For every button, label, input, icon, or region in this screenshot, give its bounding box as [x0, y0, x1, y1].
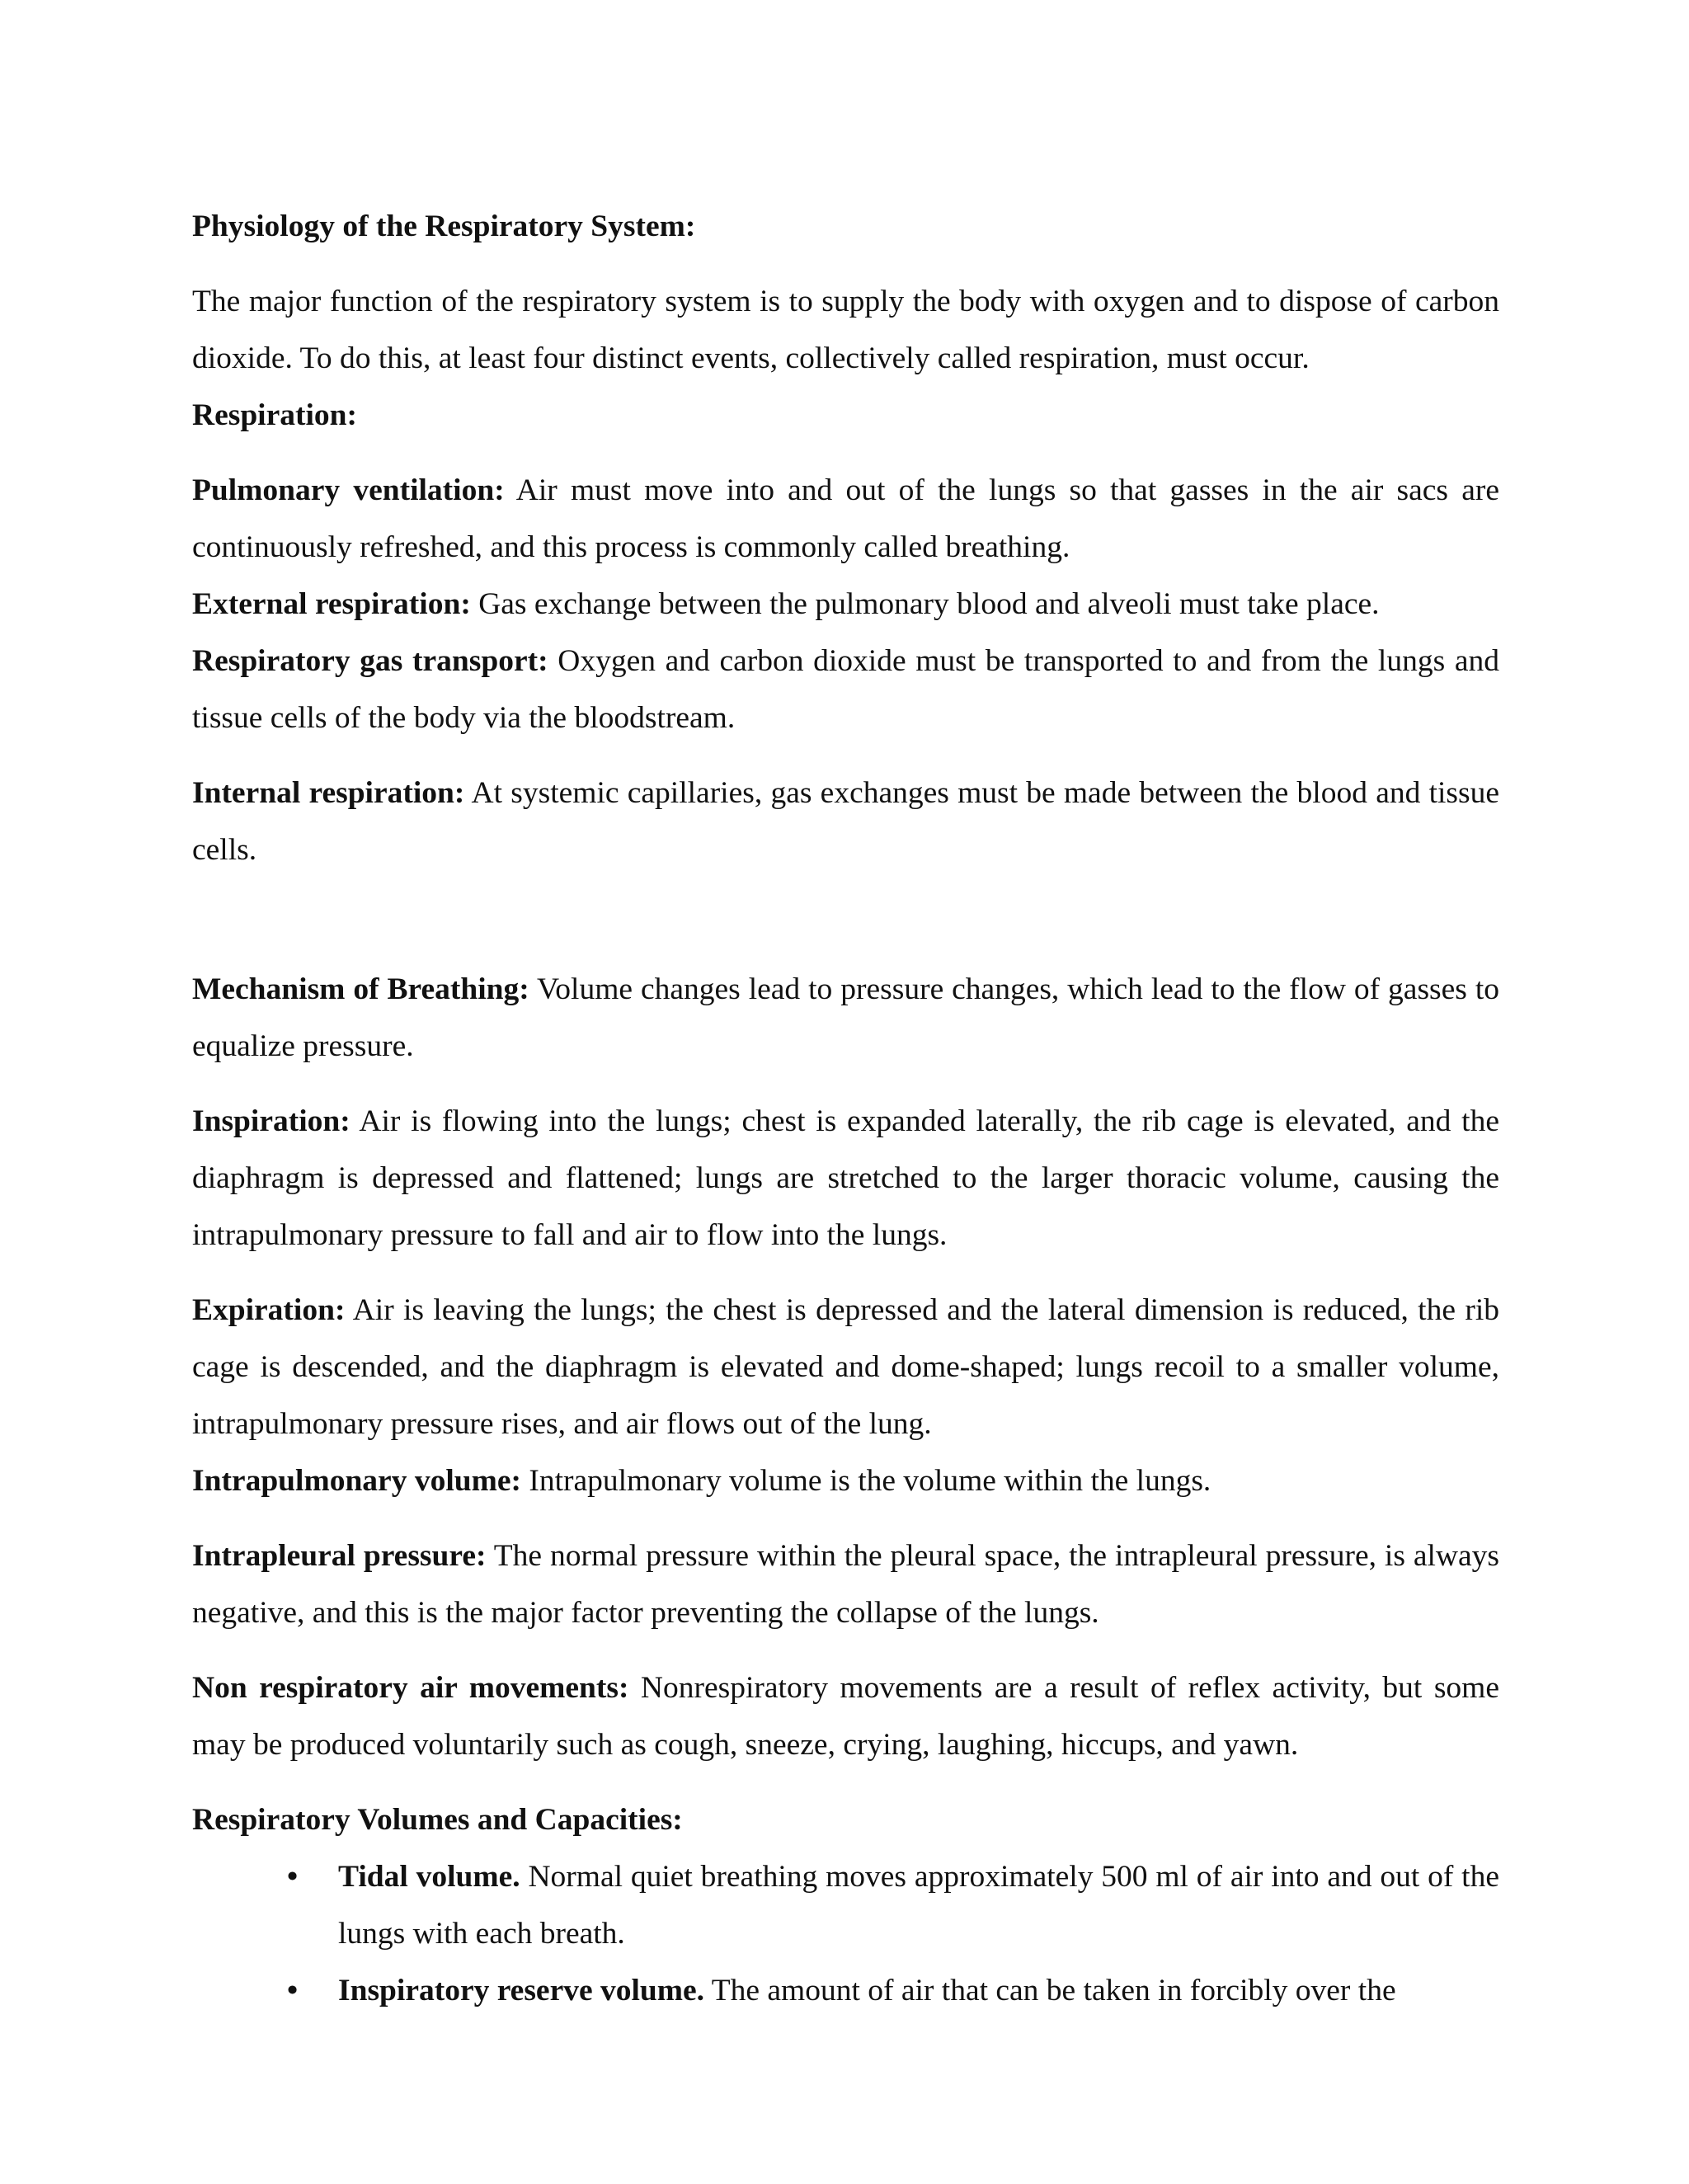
mechanism-term: Mechanism of Breathing: [192, 972, 529, 1006]
external-respiration-text: Gas exchange between the pulmonary blood and alveoli must take place. [470, 587, 1380, 621]
inspiration-paragraph [192, 1093, 1499, 1264]
page-title: Physiology of the Respiratory System: [192, 209, 696, 243]
intrapleural-text: The normal pressure within the pleural space, the intrapleural pressure, is always negative, and this is the major factor preventing the collapse of the lungs. [192, 1539, 1500, 1630]
expiration-text: Air is leaving the lungs; the chest is depressed and the lateral dimension is reduced, the rib cage is descended, and the diaphragm is elevated and dome-shaped; lungs recoil to a smaller volume, intrapulmonary pressure rises, and air flows out of the lung. [192, 1293, 1499, 1441]
respiration-heading: Respiration: [192, 398, 357, 432]
external-respiration-paragraph [192, 576, 1499, 633]
expiration-paragraph [192, 1282, 1499, 1452]
intrapulmonary-text: Intrapulmonary volume is the volume within the lungs. [520, 1464, 1211, 1498]
intrapulmonary-term: Intrapulmonary volume: [192, 1464, 521, 1498]
bullet-icon: • [287, 1860, 299, 1894]
internal-respiration-text: At systemic capillaries, gas exchanges must be made between the blood and tissue cells. [192, 776, 1500, 867]
list-item-text: Normal quiet breathing moves approximately 500 ml of air into and out of the lungs with each breath. [338, 1860, 1499, 1951]
bullet-icon: • [287, 1974, 299, 2007]
volumes-list [192, 1848, 1499, 2019]
internal-respiration-paragraph [192, 765, 1499, 878]
list-item [192, 1962, 1499, 2019]
inspiration-term: Inspiration: [192, 1104, 351, 1138]
inspiration-text: Air is flowing into the lungs; chest is expanded laterally, the rib cage is elevated, and the diaphragm is depressed and flattened; lungs are stretched to the larger thoracic volume, causing the intrapulmonary pressure to fall and air to flow into the lungs. [192, 1104, 1499, 1252]
expiration-term: Expiration: [192, 1293, 346, 1327]
pulmonary-ventilation-term: Pulmonary ventilation: [192, 473, 505, 507]
list-item-term: Inspiratory reserve volume. [338, 1974, 705, 2007]
intrapleural-paragraph [192, 1527, 1499, 1641]
mechanism-paragraph [192, 961, 1499, 1075]
intrapleural-term: Intrapleural pressure: [192, 1539, 487, 1573]
intro-paragraph: The major function of the respiratory system is to supply the body with oxygen and to dispose of carbon dioxide. To do this, at least four distinct events, collectively called respiration, must occur. [192, 285, 1499, 375]
pulmonary-ventilation-text: Air must move into and out of the lungs so that gasses in the air sacs are continuously refreshed, and this process is commonly called breathing. [192, 473, 1499, 564]
nonrespiratory-paragraph [192, 1659, 1499, 1773]
internal-respiration-term: Internal respiration: [192, 776, 465, 810]
external-respiration-term: External respiration: [192, 587, 471, 621]
mechanism-text: Volume changes lead to pressure changes, which lead to the flow of gasses to equalize pressure. [192, 972, 1499, 1063]
volumes-heading: Respiratory Volumes and Capacities: [192, 1803, 683, 1837]
nonrespiratory-term: Non respiratory air movements: [192, 1671, 629, 1705]
intrapulmonary-paragraph [192, 1452, 1499, 1509]
list-item [192, 1848, 1499, 1962]
pulmonary-ventilation-paragraph [192, 462, 1499, 576]
gas-transport-text: Oxygen and carbon dioxide must be transported to and from the lungs and tissue cells of the body via the bloodstream. [192, 644, 1499, 735]
nonrespiratory-text: Nonrespiratory movements are a result of reflex activity, but some may be produced voluntarily such as cough, sneeze, crying, laughing, hiccups, and yawn. [192, 1671, 1499, 1762]
list-item-term: Tidal volume. [338, 1860, 520, 1894]
gas-transport-term: Respiratory gas transport: [192, 644, 548, 678]
document-page [192, 198, 1499, 2019]
gas-transport-paragraph [192, 633, 1499, 746]
list-item-text: The amount of air that can be taken in forcibly over the [704, 1974, 1396, 2007]
